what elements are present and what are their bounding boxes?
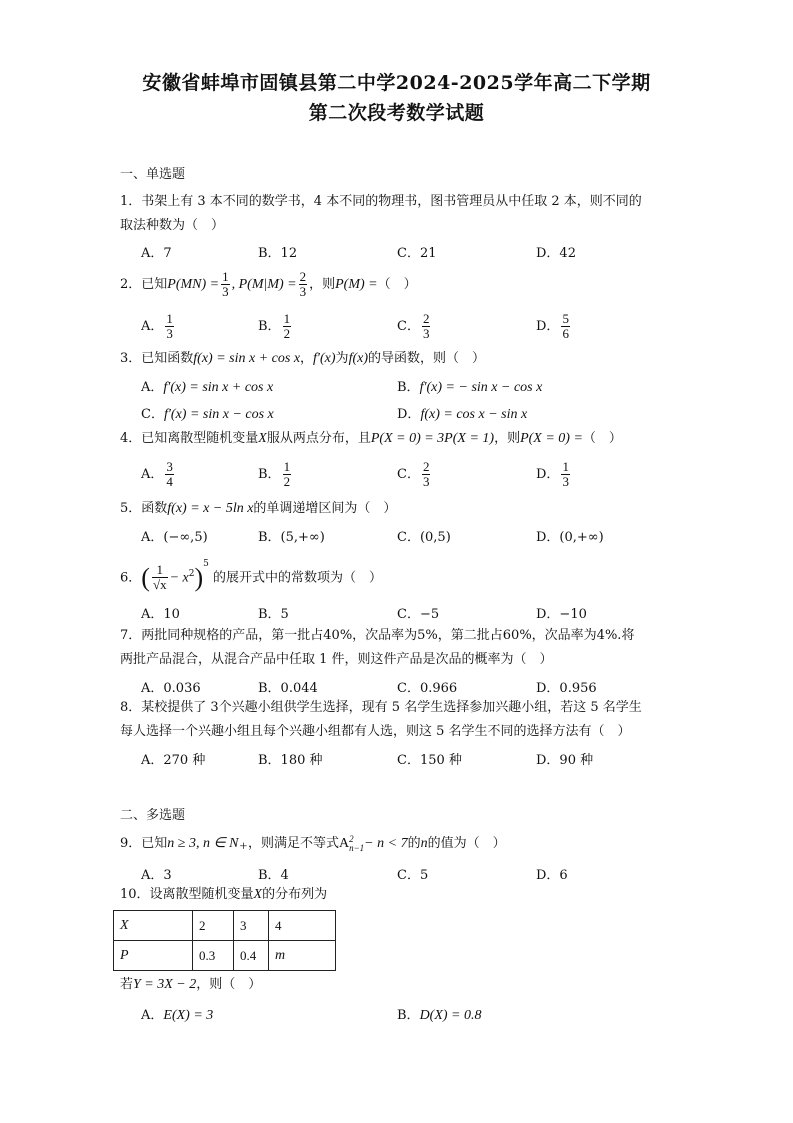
q3-option-b: B．f′(x) = − sin x − cos x [397,380,543,395]
table-row [114,911,336,941]
q9-option-a: A．3 [141,868,172,883]
question-8-line1: 8．某校提供了 3个兴趣小组供学生选择，现有 5 名学生选择参加兴趣小组，若这 5 名学生 [120,700,642,715]
q4-option-c: C． $\frac{2}{3}$ [397,459,430,489]
q5-option-b: B．(5,+∞) [258,530,325,545]
q3-option-a: A．f′(x) = sin x + cos x [141,380,274,395]
q2-frac1: $\frac{1}{3}$ [222,269,229,299]
q1-option-d: D．42 [536,246,576,261]
q3-option-c: C．f′(x) = sin x − cos x [141,407,274,422]
q6-option-b: B．5 [258,607,289,622]
q7-option-c: C．0.966 [397,681,458,696]
question-10-followup: 若Y = 3X − 2，则（ ） [120,977,262,992]
table-row [114,941,336,971]
q3-option-d: D．f(x) = cos x − sin x [397,407,528,422]
q7-option-d: D．0.956 [536,681,597,696]
q2-option-c: C． $\frac{2}{3}$ [397,311,430,341]
q8-option-c: C．150 种 [397,753,462,768]
q2-pm: P(M) = [335,277,378,292]
question-7-line2: 两批产品混合，从混合产品中任取 1 件，则这件产品是次品的概率为（ ） [120,652,553,667]
q5-option-a: A．(−∞,5) [141,530,208,545]
table-cell: 0.4 [234,941,269,971]
question-4: 4．已知离散型随机变量X服从两点分布，且P(X = 0) = 3P(X = 1)，则P(X = 0) =（ ） [120,431,622,446]
q8-option-a: A．270 种 [141,753,206,768]
q1-option-a: A．7 [141,246,172,261]
q2-tail: （ ） [377,277,417,292]
question-6: 6．( $\frac{1}{√x}$ − $x^2)^5$ 的展开式中的常数项为（ ） [120,559,383,593]
q2-option-b: B． $\frac{1}{2}$ [258,311,291,341]
q5-option-c: C．(0,5) [397,530,451,545]
q2-option-d: D． $\frac{5}{6}$ [536,311,569,341]
q6-option-d: D．−10 [536,607,587,622]
section-multiple-choice: 二、多选题 [120,808,186,823]
exam-title-line1: 安徽省蚌埠市固镇县第二中学2024-2025学年高二下学期 [142,72,651,94]
distribution-table [113,910,336,971]
table-cell: m [269,941,336,971]
table-cell: 2 [193,911,234,941]
q9-option-d: D．6 [536,868,568,883]
q6-option-c: C．−5 [397,607,440,622]
table-cell: 4 [269,911,336,941]
question-7-line1: 7．两批同种规格的产品，第一批占40%，次品率为5%，第二批占60%，次品率为4%.将 [120,628,635,643]
table-cell: 3 [234,911,269,941]
q10-option-b: B．D(X) = 0.8 [397,1008,482,1023]
section-single-choice: 一、单选题 [120,167,186,182]
q1-option-c: C．21 [397,246,437,261]
question-9: 9．已知n ≥ 3, n ∈ $N_+$，则满足不等式A 2 n−1 − n < 7的n的值为（ ） [120,833,506,855]
question-1-line2: 取法种数为（ ） [120,218,225,233]
q9-option-b: B．4 [258,868,289,883]
q2-then: ，则 [309,277,336,292]
q1-option-b: B．12 [258,246,298,261]
q2-pmn: P(MN) = [167,277,220,292]
q4-option-a: A． $\frac{3}{4}$ [141,459,173,489]
q8-option-b: B．180 种 [258,753,323,768]
question-8-line2: 每人选择一个兴趣小组且每个兴趣小组都有人选，则这 5 名学生不同的选择方法有（ ） [120,724,631,739]
q2-lead: 2．已知 [120,277,168,292]
q10-option-a: A．E(X) = 3 [141,1008,214,1023]
q8-option-d: D．90 种 [536,753,594,768]
question-3: 3．已知函数f(x) = sin x + cos x，f′(x)为f(x)的导函数，则（ ） [120,351,486,366]
question-1-line1: 1．书架上有 3 本不同的数学书，4 本不同的物理书，图书管理员从中任取 2 本，则不同的 [120,194,642,209]
q2-pmm: , P(M|M) = [231,277,297,292]
question-10: 10．设离散型随机变量X的分布列为 [120,887,328,902]
question-5: 5．函数f(x) = x − 5ln x的单调递增区间为（ ） [120,501,397,516]
q2-option-a: A． $\frac{1}{3}$ [141,311,173,341]
table-cell: P [114,941,193,971]
table-cell: 0.3 [193,941,234,971]
question-2 [120,270,417,299]
q7-option-b: B．0.044 [258,681,318,696]
q4-option-d: D． $\frac{1}{3}$ [536,459,569,489]
q5-option-d: D．(0,+∞) [536,530,604,545]
q2-frac2: $\frac{2}{3}$ [299,269,307,299]
q7-option-a: A．0.036 [141,681,201,696]
q9-option-c: C．5 [397,868,429,883]
table-cell: X [114,911,193,941]
exam-title-line2: 第二次段考数学试题 [308,102,485,124]
q6-option-a: A．10 [141,607,180,622]
q4-option-b: B． $\frac{1}{2}$ [258,459,291,489]
